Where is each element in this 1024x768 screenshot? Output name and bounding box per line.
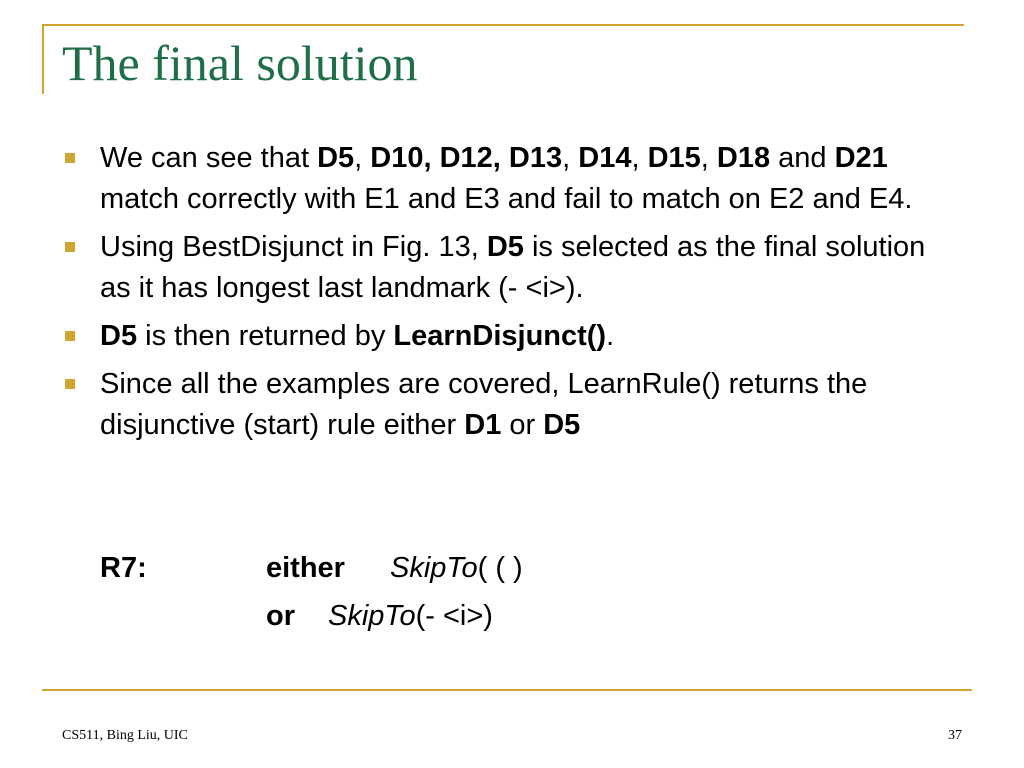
text: , [631, 142, 648, 174]
text: is selected as the final solution as it has longest last landmark (- <i>). [100, 231, 926, 304]
title-frame-left-rule [42, 24, 44, 94]
either-args: ( ( ) [477, 552, 523, 584]
bullet-item-4 [62, 364, 962, 446]
bold-term: D1 [464, 409, 502, 441]
square-bullet-icon [65, 379, 75, 389]
square-bullet-icon [65, 331, 75, 341]
bold-term: D5 [543, 409, 581, 441]
slide-title: The final solution [62, 35, 418, 91]
square-bullet-icon [65, 242, 75, 252]
text: . [606, 320, 615, 352]
text: Since all the examples are covered, LearnRule() returns the disjunctive (start) rule either [100, 368, 868, 441]
either-expression [390, 548, 523, 589]
text: We can see that [100, 142, 318, 174]
bold-term: D18 [716, 142, 771, 174]
bold-term: D21 [834, 142, 888, 174]
bullet-list [62, 138, 962, 453]
page-number: 37 [948, 728, 962, 743]
title-frame-top-rule [42, 24, 964, 26]
bold-term: D15 [647, 142, 701, 174]
skipto-function: SkipTo [328, 600, 416, 632]
text: Using BestDisjunct in Fig. 13, [100, 231, 487, 263]
text: , [562, 142, 579, 174]
square-bullet-icon [65, 153, 75, 163]
footer-credit: CS511, Bing Liu, UIC [62, 728, 188, 743]
bold-term: D10, D12, D13 [370, 142, 563, 174]
bold-term: D14 [578, 142, 632, 174]
skipto-function: SkipTo [390, 552, 478, 584]
text: match correctly with E1 and E3 and fail to match on E2 and E4. [100, 183, 913, 215]
or-expression [328, 596, 493, 637]
text: , [700, 142, 717, 174]
rule-label: R7: [100, 552, 147, 584]
bold-term: D5 [486, 231, 524, 263]
bold-term: D5 [100, 320, 138, 352]
text: is then returned by [137, 320, 394, 352]
text: , [354, 142, 371, 174]
bullet-item-1 [62, 138, 962, 220]
or-args: (- <i>) [415, 600, 493, 632]
or-keyword: or [266, 600, 295, 632]
bold-term: D5 [317, 142, 355, 174]
bullet-item-2 [62, 227, 962, 309]
text: and [770, 142, 835, 174]
either-keyword: either [266, 552, 345, 584]
bold-term: LearnDisjunct() [393, 320, 607, 352]
footer-rule [42, 689, 972, 691]
text: or [501, 409, 544, 441]
bullet-item-3 [62, 316, 962, 357]
